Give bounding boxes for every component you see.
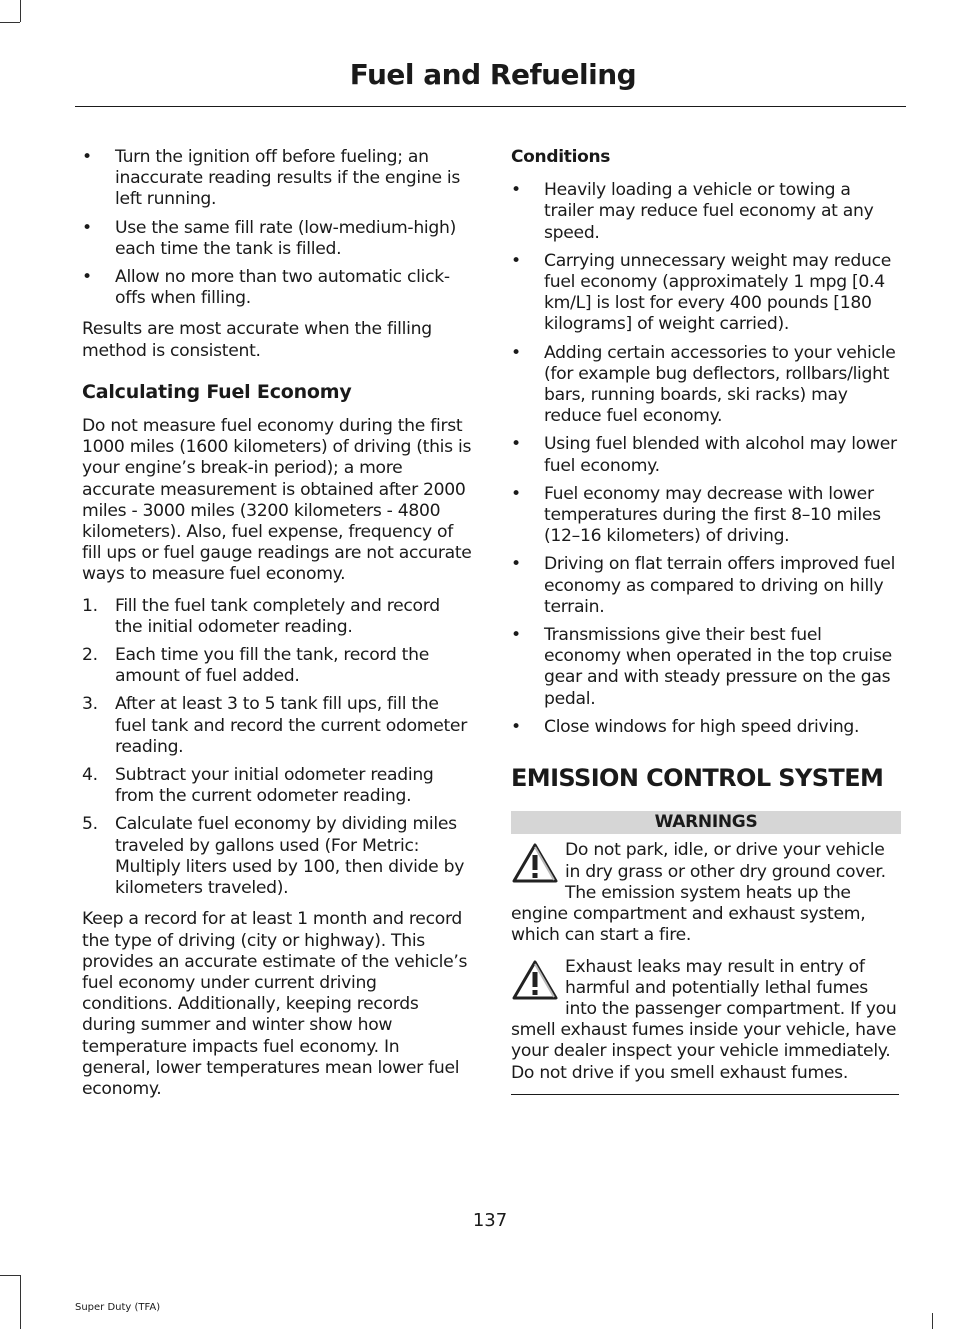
right-column bbox=[511, 147, 901, 1095]
bullet: • bbox=[511, 554, 521, 575]
bullet: • bbox=[82, 147, 92, 167]
list-item: 2. Each time you fill the tank, record the amount of fuel added. bbox=[82, 645, 429, 687]
page-number: 137 bbox=[472, 1210, 508, 1231]
list-item: • Adding certain accessories to your vehicle (for example bug deflectors, rollbars/light bars, running boards, ski racks) may reduce fuel economy. bbox=[511, 342, 896, 427]
list-item: 1. Fill the fuel tank completely and record the initial odometer reading. bbox=[82, 595, 440, 637]
calculating-heading: Calculating Fuel Economy bbox=[82, 380, 352, 403]
bullet: • bbox=[511, 483, 521, 504]
list-item: 3. After at least 3 to 5 tank fill ups, fill the fuel tank and record the current odometer reading. bbox=[82, 694, 467, 757]
warnings-bottom-rule bbox=[511, 1094, 899, 1095]
bullet: • bbox=[511, 180, 521, 201]
list-item: • Allow no more than two automatic click-offs when filling. bbox=[82, 267, 450, 309]
list-item: • Turn the ignition off before fueling; an inaccurate reading results if the engine is left running. bbox=[82, 147, 461, 210]
page-title: Fuel and Refueling bbox=[349, 58, 637, 91]
list-item: • Use the same fill rate (low-medium-high) each time the tank is filled. bbox=[82, 217, 456, 259]
list-item: • Close windows for high speed driving. bbox=[511, 716, 860, 737]
crop-mark bbox=[0, 22, 20, 23]
warnings-banner: WARNINGS bbox=[511, 811, 901, 834]
bullet: • bbox=[511, 625, 521, 646]
bullet: • bbox=[82, 267, 92, 288]
calculating-intro: Do not measure fuel economy during the first 1000 miles (1600 kilometers) of driving (this is your engine’s break-in period); a more accurate measurement is obtained after 2000 miles - 3000 miles (3200 kilometers - 4800 kilometers). Also, fuel expense, frequency of fill ups or fuel gauge readings are not accurate ways to measure fuel economy. bbox=[82, 416, 472, 585]
list-item: • Heavily loading a vehicle or towing a trailer may reduce fuel economy at any speed. bbox=[511, 180, 874, 243]
warning-item bbox=[511, 957, 901, 1084]
bullet: • bbox=[511, 716, 521, 737]
calculation-steps bbox=[82, 596, 472, 900]
emission-section-title: EMISSION CONTROL SYSTEM bbox=[511, 764, 884, 793]
crop-mark bbox=[20, 0, 21, 22]
conditions-heading: Conditions bbox=[511, 147, 611, 167]
record-note: Keep a record for at least 1 month and record the type of driving (city or highway). This provides an accurate estimate of the vehicle’s fuel economy under current driving conditions. Additionally, keeping records during summer and winter show how temperature impacts fuel economy. In general, lower temperatures mean lower fuel economy. bbox=[82, 909, 468, 1099]
footer-text: Super Duty (TFA) bbox=[75, 1302, 161, 1313]
bullet: • bbox=[511, 250, 521, 271]
warning-triangle-icon bbox=[511, 842, 559, 884]
crop-mark bbox=[932, 1313, 933, 1329]
crop-mark bbox=[20, 1275, 21, 1329]
title-rule bbox=[75, 106, 906, 107]
list-item: 4. Subtract your initial odometer reading from the current odometer reading. bbox=[82, 765, 434, 807]
list-item: 5. Calculate fuel economy by dividing miles traveled by gallons used (For Metric: Multiply liters used by 100, then divide by kilometers traveled). bbox=[82, 814, 465, 899]
list-item: • Fuel economy may decrease with lower temperatures during the first 8–10 miles (12–16 kilometers) of driving. bbox=[511, 483, 881, 547]
warning-triangle-icon bbox=[511, 959, 559, 1001]
conditions-list bbox=[511, 180, 901, 738]
consistency-note: Results are most accurate when the filling method is consistent. bbox=[82, 319, 432, 361]
crop-mark bbox=[0, 1275, 20, 1276]
left-column bbox=[82, 147, 472, 1110]
fueling-tips-list bbox=[82, 147, 472, 309]
list-item: • Transmissions give their best fuel economy when operated in the top cruise gear and with steady pressure on the gas pedal. bbox=[511, 625, 892, 709]
list-item: • Carrying unnecessary weight may reduce fuel economy (approximately 1 mpg [0.4 km/L] is lost for every 400 pounds [180 kilograms] of weight carried). bbox=[511, 250, 892, 335]
list-item: • Driving on flat terrain offers improved fuel economy as compared to driving on hilly terrain. bbox=[511, 554, 896, 617]
bullet: • bbox=[82, 217, 92, 238]
bullet: • bbox=[511, 342, 521, 363]
bullet: • bbox=[511, 434, 521, 455]
warning-item bbox=[511, 840, 901, 946]
list-item: • Using fuel blended with alcohol may lower fuel economy. bbox=[511, 434, 897, 476]
warning-text: Exhaust leaks may result in entry of harmful and potentially lethal fumes into the passenger compartment. If you smell exhaust fumes inside your vehicle, have your dealer inspect your vehicle immediately. Do not drive if you smell exhaust fumes. bbox=[511, 956, 897, 1083]
warning-text: Do not park, idle, or drive your vehicle in dry grass or other dry ground cover. The emission system heats up the engine compartment and exhaust system, which can start a fire. bbox=[511, 840, 886, 946]
